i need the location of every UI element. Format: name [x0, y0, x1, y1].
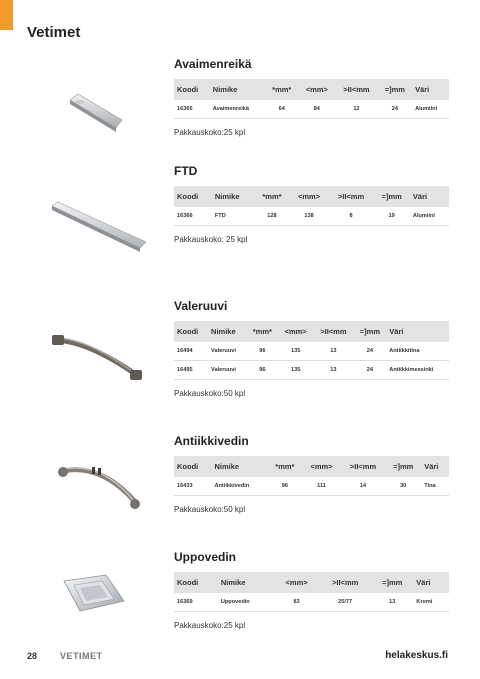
- cell-height: 24: [378, 100, 412, 119]
- col-length: *mm*: [262, 192, 282, 201]
- cell-width: 111: [302, 477, 341, 496]
- cell-nimike: Valeruuvi: [208, 361, 247, 380]
- col-height: =]mm: [393, 462, 414, 471]
- col-koodi: Koodi: [177, 192, 199, 201]
- cell-length: 64: [265, 100, 298, 119]
- col-vari: Väri: [389, 327, 404, 336]
- cell-vari: Alumiini: [412, 100, 449, 119]
- col-width: <mm>: [284, 327, 307, 336]
- col-vari: Väri: [416, 578, 431, 587]
- col-nimike: Nimike: [214, 462, 240, 471]
- cell-height: 24: [354, 361, 387, 380]
- cell-height: 19: [373, 207, 409, 226]
- package-size: Pakkauskoko:25 kpl: [174, 621, 246, 630]
- cell-nimike: FTD: [212, 207, 255, 226]
- package-size: Pakkauskoko:25 kpl: [174, 128, 246, 137]
- cell-spacing: 12: [335, 100, 377, 119]
- section-antiikkivedin: [174, 434, 449, 514]
- col-nimike: Nimike: [212, 85, 238, 94]
- cell-vari: Antiikkimessinki: [386, 361, 449, 380]
- table-row: [174, 100, 449, 119]
- cell-width: 138: [289, 207, 328, 226]
- product-table: [174, 79, 449, 119]
- table-header-row: [174, 79, 449, 100]
- cell-vari: Kromi: [413, 593, 449, 612]
- antique-handle-icon: [56, 463, 142, 513]
- col-nimike: Nimike: [211, 327, 236, 336]
- section-valeruuvi: [174, 299, 449, 398]
- cell-vari: Alumiini: [410, 207, 449, 226]
- cell-spacing: 14: [341, 477, 385, 496]
- cell-width: 84: [298, 100, 335, 119]
- cell-length: 128: [254, 207, 289, 226]
- product-table: [174, 321, 449, 380]
- col-height: =]mm: [359, 327, 381, 336]
- section-ftd: [174, 164, 449, 244]
- product-table: [174, 572, 449, 612]
- cell-nimike: Uppovedin: [218, 593, 274, 612]
- orange-tab-marker: [0, 0, 13, 30]
- cell-length: 96: [247, 361, 278, 380]
- col-spacing: >II<mm: [349, 462, 377, 471]
- cell-spacing: 25/77: [319, 593, 371, 612]
- col-height: =]mm: [384, 85, 405, 94]
- col-spacing: >II<mm: [343, 85, 370, 94]
- cell-koodi: 16369: [174, 593, 218, 612]
- product-table: [174, 186, 449, 226]
- cell-width: 135: [278, 361, 313, 380]
- col-spacing: >II<mm: [337, 192, 365, 201]
- col-length: *mm*: [272, 85, 292, 94]
- cell-spacing: 13: [313, 361, 353, 380]
- section-avaimenreika: [174, 57, 449, 137]
- bow-handle-icon: [50, 332, 146, 386]
- col-koodi: Koodi: [177, 85, 199, 94]
- section-title: Avaimenreikä: [174, 57, 252, 71]
- table-header-row: [174, 572, 449, 593]
- bar-handle-icon: [48, 198, 150, 256]
- col-koodi: Koodi: [177, 578, 199, 587]
- col-width: <mm>: [310, 462, 333, 471]
- table-row: [174, 361, 449, 380]
- cell-nimike: Antiikkivedin: [211, 477, 267, 496]
- section-title: Valeruuvi: [174, 299, 228, 313]
- cell-length: 96: [247, 342, 278, 361]
- table-row: [174, 342, 449, 361]
- col-spacing: >II<mm: [320, 327, 347, 336]
- col-height: =]mm: [382, 578, 403, 587]
- table-header-row: [174, 456, 449, 477]
- cell-koodi: 16366: [174, 207, 212, 226]
- table-header-row: [174, 321, 449, 342]
- table-row: [174, 207, 449, 226]
- cell-koodi: 16365: [174, 100, 210, 119]
- package-size: Pakkauskoko:50 kpl: [174, 505, 246, 514]
- table-row: [174, 477, 449, 496]
- cell-height: 24: [354, 342, 387, 361]
- footer-section-name: VETIMET: [60, 651, 103, 661]
- cell-vari: Antiikkitina: [386, 342, 449, 361]
- cell-length: 96: [268, 477, 303, 496]
- section-title: Antiikkivedin: [174, 434, 249, 448]
- table-row: [174, 593, 449, 612]
- col-koodi: Koodi: [177, 327, 199, 336]
- cell-vari: Tina: [421, 477, 449, 496]
- cell-spacing: 13: [313, 342, 353, 361]
- key-hole-handle-icon: [66, 90, 126, 134]
- cell-spacing: 8: [329, 207, 374, 226]
- package-size: Pakkauskoko: 25 kpl: [174, 235, 248, 244]
- col-koodi: Koodi: [177, 462, 199, 471]
- cell-koodi: 16433: [174, 477, 211, 496]
- col-nimike: Nimike: [214, 192, 240, 201]
- col-vari: Väri: [424, 462, 439, 471]
- col-width: <mm>: [285, 578, 308, 587]
- col-length: *mm*: [252, 327, 272, 336]
- cell-width: 83: [274, 593, 319, 612]
- package-size: Pakkauskoko:50 kpl: [174, 389, 246, 398]
- table-header-row: [174, 186, 449, 207]
- col-height: =]mm: [381, 192, 402, 201]
- footer-website: helakeskus.fi: [385, 650, 448, 661]
- col-length: *mm*: [275, 462, 295, 471]
- cell-height: 30: [385, 477, 421, 496]
- col-nimike: Nimike: [220, 578, 246, 587]
- section-title: Uppovedin: [174, 550, 236, 564]
- cell-koodi: 16494: [174, 342, 208, 361]
- section-title: FTD: [174, 164, 198, 178]
- cell-koodi: 16495: [174, 361, 208, 380]
- cell-height: 13: [371, 593, 413, 612]
- product-table: [174, 456, 449, 496]
- cell-nimike: Avaimenreikä: [210, 100, 265, 119]
- page-title: Vetimet: [27, 24, 81, 41]
- section-uppovedin: [174, 550, 449, 630]
- col-width: <mm>: [305, 85, 328, 94]
- col-vari: Väri: [415, 85, 430, 94]
- col-spacing: >II<mm: [332, 578, 359, 587]
- col-vari: Väri: [412, 192, 428, 201]
- recessed-handle-icon: [58, 573, 128, 613]
- cell-nimike: Valeruuvi: [208, 342, 247, 361]
- page-number: 28: [27, 651, 38, 661]
- col-width: <mm>: [297, 192, 321, 201]
- cell-width: 135: [278, 342, 313, 361]
